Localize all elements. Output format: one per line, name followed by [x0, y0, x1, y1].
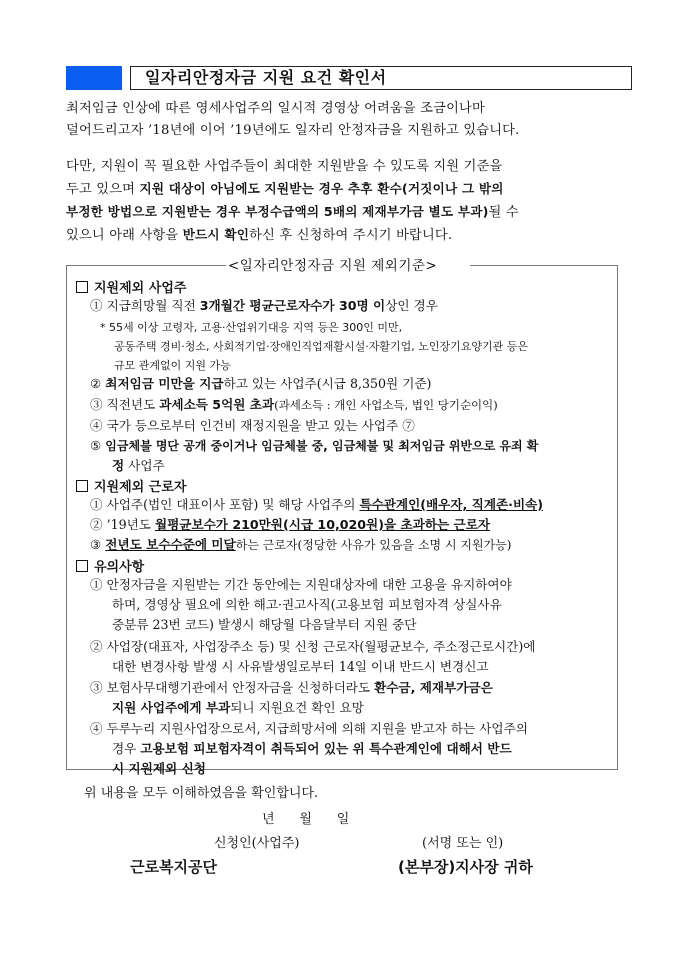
notes-item-4: ④ 두루누리 지원사업장으로서, 지급희망서에 의해 지원을 받고자 하는 사업주의 경우 고용보험 피보험자격이 취득되어 있는 위 특수관계인에 대해서 반드 시 지원제외 신청	[90, 721, 528, 776]
employer-item-4: ④ 국가 등으로부터 인건비 재정지원을 받고 있는 사업주 ⑦	[90, 418, 415, 433]
worker-item-2: ② ’19년도 월평균보수가 210만원(시급 10,020원)을 초과하는 근로자	[90, 517, 491, 532]
recipient-line: (본부장)지사장 귀하	[398, 858, 533, 876]
employer-note: * 55세 이상 고령자, 고용·산업위기대응 지역 등은 300인 미만, 공동주택 경비·청소, 사회적기업·장애인직업재활시설·자활기업, 노인장기요양기관 등은 규모 관계없이 지원 가능	[100, 321, 529, 372]
employer-item-3: ③ 직전년도 과세소득 5억원 초과(과세소득 : 개인 사업소득, 법인 당기순이익)	[90, 397, 498, 412]
warning-line: 두고 있으며 지원 대상이 아님에도 지원받는 경우 추후 환수(거짓이나 그 밖의	[66, 181, 504, 197]
title-bar	[66, 66, 618, 90]
warning-paragraph	[66, 156, 618, 247]
checkbox-icon	[76, 480, 88, 492]
warning-line: 부정한 방법으로 지원받는 경우 부정수급액의 5배의 제재부가금 별도 부과)될 수	[66, 204, 519, 220]
warning-line: 있으니 아래 사항을 반드시 확인하신 후 신청하여 주시기 바랍니다.	[66, 227, 453, 243]
employer-item-1: ① 지급희망월 직전 3개월간 평균근로자수가 30명 이상인 경우	[90, 298, 438, 313]
warning-line: 다만, 지원이 꼭 필요한 사업주들이 최대한 지원받을 수 있도록 지원 기준을	[66, 159, 503, 174]
checkbox-icon	[76, 281, 88, 293]
notes-item-3: ③ 보험사무대행기관에서 안정자금을 신청하더라도 환수금, 제재부가금은 지원 사업주에게 부과되니 지원요건 확인 요망	[90, 680, 493, 715]
intro-line: 덜어드리고자 ’18년에 이어 ’19년에도 일자리 안정자금을 지원하고 있습니다.	[66, 123, 520, 138]
confirmation-text: 위 내용을 모두 이해하였음을 확인합니다.	[84, 786, 319, 801]
employer-item-2: ② 최저임금 미만을 지급하고 있는 사업주(시급 8,350원 기준)	[90, 376, 432, 391]
notes-item-1: ① 안정자금을 지원받는 기간 동안에는 지원대상자에 대한 고용을 유지하여야 하며, 경영상 필요에 의한 해고·권고사직(고용보험 피보험자격 상실사유 중분류 23번 코드) 발생시 해당월 다음달부터 지원 중단	[90, 577, 512, 632]
date-line: 년 월 일	[262, 812, 350, 827]
checkbox-icon	[76, 560, 88, 572]
intro-paragraph	[66, 98, 618, 142]
section-heading-notes: 유의사항	[76, 556, 144, 575]
organization-name: 근로복지공단	[130, 858, 217, 876]
box-title: <일자리안정자금 지원 제외기준>	[226, 254, 439, 274]
section-heading-employer: 지원제외 사업주	[76, 277, 186, 296]
employer-item-5: ⑤ 임금체불 명단 공개 중이거나 임금체불 중, 임금체불 및 최저임금 위반으로 유죄 확 정 사업주	[90, 438, 539, 473]
applicant-label: 신청인(사업주)	[214, 836, 300, 851]
title-accent-block	[66, 66, 122, 90]
section-heading-worker: 지원제외 근로자	[76, 476, 186, 495]
notes-item-2: ② 사업장(대표자, 사업장주소 등) 및 신청 근로자(월평균보수, 주소정근로시간)에 대한 변경사항 발생 시 사유발생일로부터 14일 이내 반드시 변경신고	[90, 639, 536, 674]
document-title: 일자리안정자금 지원 요건 확인서	[130, 66, 632, 90]
worker-item-3: ③ 전년도 보수수준에 미달하는 근로자(정당한 사유가 있음을 소명 시 지원가능)	[90, 537, 512, 552]
worker-item-1: ① 사업주(법인 대표이사 포함) 및 해당 사업주의 특수관계인(배우자, 직계존·비속)	[90, 497, 544, 512]
signature-label: (서명 또는 인)	[422, 836, 504, 851]
intro-line: 최저임금 인상에 따른 영세사업주의 일시적 경영상 어려움을 조금이나마	[66, 101, 485, 116]
